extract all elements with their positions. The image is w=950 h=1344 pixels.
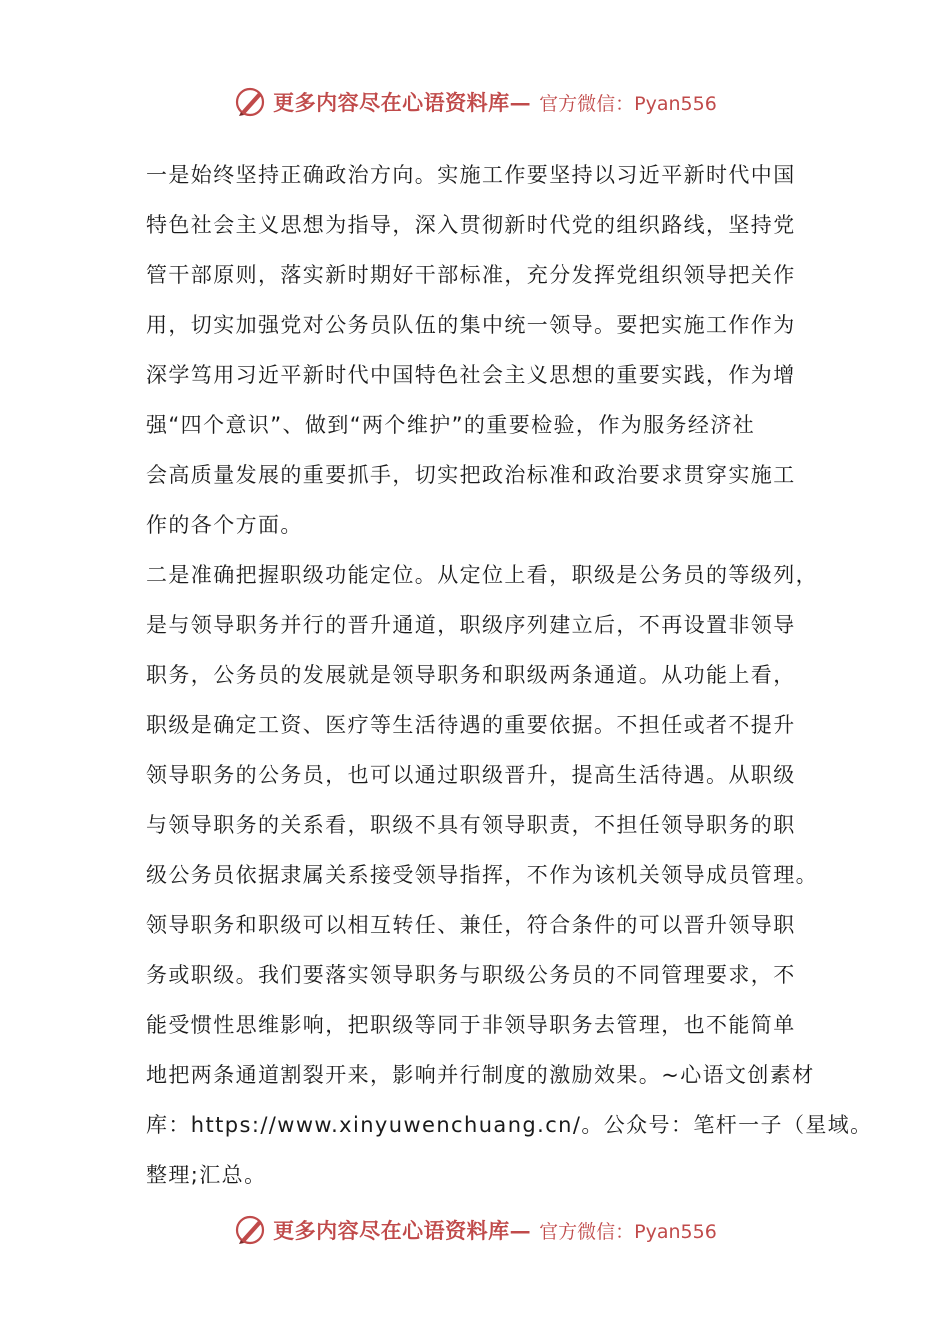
pen-logo-icon — [233, 1213, 267, 1247]
body-line: 能受惯性思维影响，把职级等同于非领导职务去管理，也不能简单 — [146, 1013, 796, 1037]
body-line: 领导职务的公务员，也可以通过职级晋升，提高生活待遇。从职级 — [146, 763, 796, 787]
body-line: 库：https://www.xinyuwenchuang.cn/。公众号：笔杆一子（星域。 — [146, 1113, 873, 1137]
body-line: 与领导职务的关系看，职级不具有领导职责，不担任领导职务的职 — [146, 813, 796, 837]
body-line: 是与领导职务并行的晋升通道，职级序列建立后，不再设置非领导 — [146, 613, 796, 637]
body-line: 深学笃用习近平新时代中国特色社会主义思想的重要实践，作为增 — [146, 363, 796, 387]
body-line: 会高质量发展的重要抓手，切实把政治标准和政治要求贯穿实施工 — [146, 463, 796, 487]
body-line: 强“四个意识”、做到“两个维护”的重要检验，作为服务经济社 — [146, 413, 756, 437]
body-line: 职务，公务员的发展就是领导职务和职级两条通道。从功能上看， — [146, 663, 796, 687]
body-line: 作的各个方面。 — [146, 513, 303, 537]
footer-banner-title: 更多内容尽在心语资料库— — [273, 1218, 532, 1243]
body-line: 特色社会主义思想为指导，深入贯彻新时代党的组织路线，坚持党 — [146, 213, 796, 237]
banner-title: 更多内容尽在心语资料库— — [273, 90, 532, 115]
body-line: 用，切实加强党对公务员队伍的集中统一领导。要把实施工作作为 — [146, 313, 796, 337]
body-line: 二是准确把握职级功能定位。从定位上看，职级是公务员的等级列， — [146, 563, 818, 587]
body-line: 级公务员依据隶属关系接受领导指挥，不作为该机关领导成员管理。 — [146, 863, 818, 887]
body-line: 务或职级。我们要落实领导职务与职级公务员的不同管理要求，不 — [146, 963, 796, 987]
header-banner — [0, 82, 950, 122]
document-body — [146, 150, 873, 1200]
body-line: 整理;汇总。 — [146, 1163, 267, 1187]
body-line: 管干部原则，落实新时期好干部标准，充分发挥党组织领导把关作 — [146, 263, 796, 287]
body-line: 职级是确定工资、医疗等生活待遇的重要依据。不担任或者不提升 — [146, 713, 796, 737]
body-line: 一是始终坚持正确政治方向。实施工作要坚持以习近平新时代中国 — [146, 163, 796, 187]
body-line: 地把两条通道割裂开来，影响并行制度的激励效果。~心语文创素材 — [146, 1063, 815, 1087]
pen-logo-icon — [233, 85, 267, 119]
footer-banner — [0, 1210, 950, 1250]
banner-wechat: 官方微信：Pyan556 — [539, 92, 717, 115]
footer-banner-wechat: 官方微信：Pyan556 — [539, 1220, 717, 1243]
body-line: 领导职务和职级可以相互转任、兼任，符合条件的可以晋升领导职 — [146, 913, 796, 937]
